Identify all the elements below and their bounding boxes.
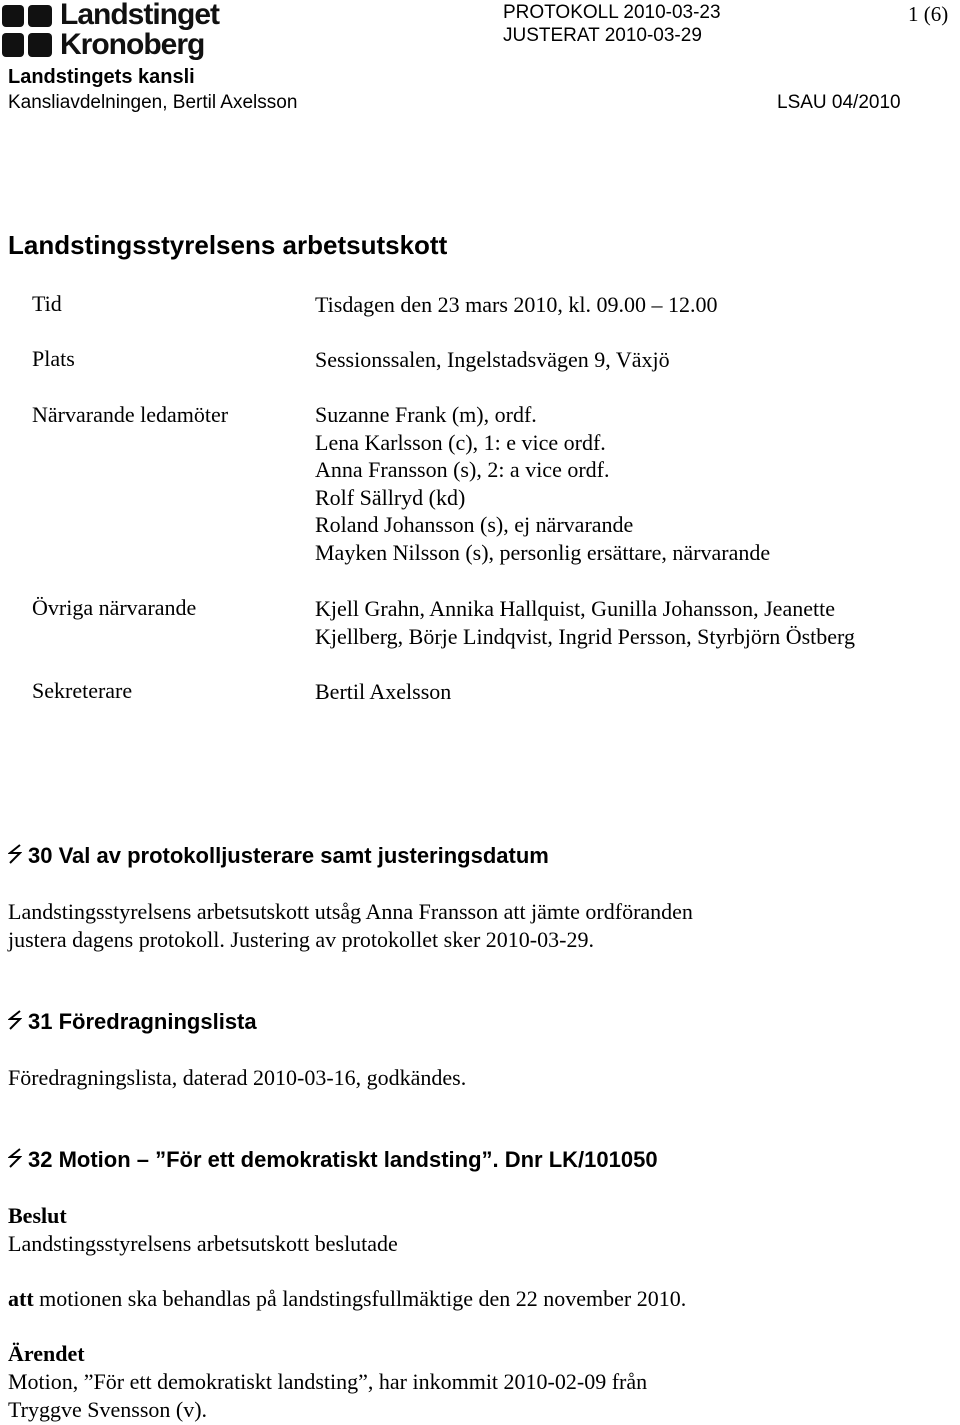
list-item: Roland Johansson (s), ej närvarande (315, 512, 634, 537)
page-number: 1 (6) (908, 2, 949, 26)
section-32-heading: 32 Motion – ”För ett demokratiskt landsting”. Dnr LK/101050 (8, 1147, 658, 1175)
matter-text: Motion, ”För ett demokratiskt landsting”, har inkommit 2010-02-09 från Tryggve Svensson (v). (8, 1369, 648, 1422)
members-label: Närvarande ledamöter (32, 402, 229, 427)
list-item: Lena Karlsson (c), 1: e vice ordf. (315, 429, 606, 455)
organization-name: Landstingets kansli (8, 66, 195, 88)
section-31-heading: 31 Föredragningslista (8, 1009, 257, 1037)
place-label: Plats (32, 346, 75, 371)
others-label: Övriga närvarande (32, 595, 197, 620)
adjusted-date: JUSTERAT 2010-03-29 (503, 25, 702, 46)
decision-att-line: att motionen ska behandlas på landstingsfullmäktige den 22 november 2010. (8, 1286, 687, 1311)
reference-number: LSAU 04/2010 (777, 92, 901, 113)
list-item: Suzanne Frank (m), ordf. (315, 402, 537, 427)
list-item: Rolf Sällryd (kd) (315, 484, 466, 510)
decision-text: Landstingsstyrelsens arbetsutskott beslutade (8, 1231, 398, 1256)
place-value: Sessionssalen, Ingelstadsvägen 9, Växjö (315, 347, 670, 372)
list-item: Anna Fransson (s), 2: a vice ordf. (315, 457, 610, 482)
time-value: Tisdagen den 23 mars 2010, kl. 09.00 – 12.00 (315, 292, 718, 317)
section-sign-icon (8, 1009, 22, 1037)
secretary-value: Bertil Axelsson (315, 679, 452, 704)
section-31-body: Föredragningslista, daterad 2010-03-16, godkändes. (8, 1065, 467, 1090)
logo-mark-icon (2, 3, 54, 59)
department-author: Kansliavdelningen, Bertil Axelsson (8, 92, 298, 113)
section-sign-icon (8, 843, 22, 871)
document-status: PROTOKOLL 2010-03-23 (503, 2, 721, 23)
matter-label: Ärendet (8, 1341, 85, 1366)
section-30-body: Landstingsstyrelsens arbetsutskott utsåg Anna Fransson att jämte ordföranden justera dagens protokoll. Justering av protokollet sker 2010-03-29. (8, 899, 693, 952)
secretary-label: Sekreterare (32, 678, 133, 703)
time-label: Tid (32, 291, 62, 316)
logo-text-line2: Kronoberg (60, 28, 205, 61)
organization-logo (2, 0, 238, 64)
list-item: Kjell Grahn, Annika Hallquist, Gunilla Johansson, Jeanette (315, 596, 835, 621)
section-sign-icon (8, 1147, 22, 1175)
decision-label: Beslut (8, 1203, 67, 1228)
others-list (315, 595, 855, 650)
logo-text-line1: Landstinget (60, 0, 219, 31)
list-item: Kjellberg, Börje Lindqvist, Ingrid Persson, Styrbjörn Östberg (315, 623, 855, 649)
page-title: Landstingsstyrelsens arbetsutskott (8, 230, 448, 260)
list-item: Mayken Nilsson (s), personlig ersättare, närvarande (315, 539, 771, 565)
members-list (315, 401, 770, 566)
section-30-heading: 30 Val av protokolljusterare samt justeringsdatum (8, 843, 549, 871)
